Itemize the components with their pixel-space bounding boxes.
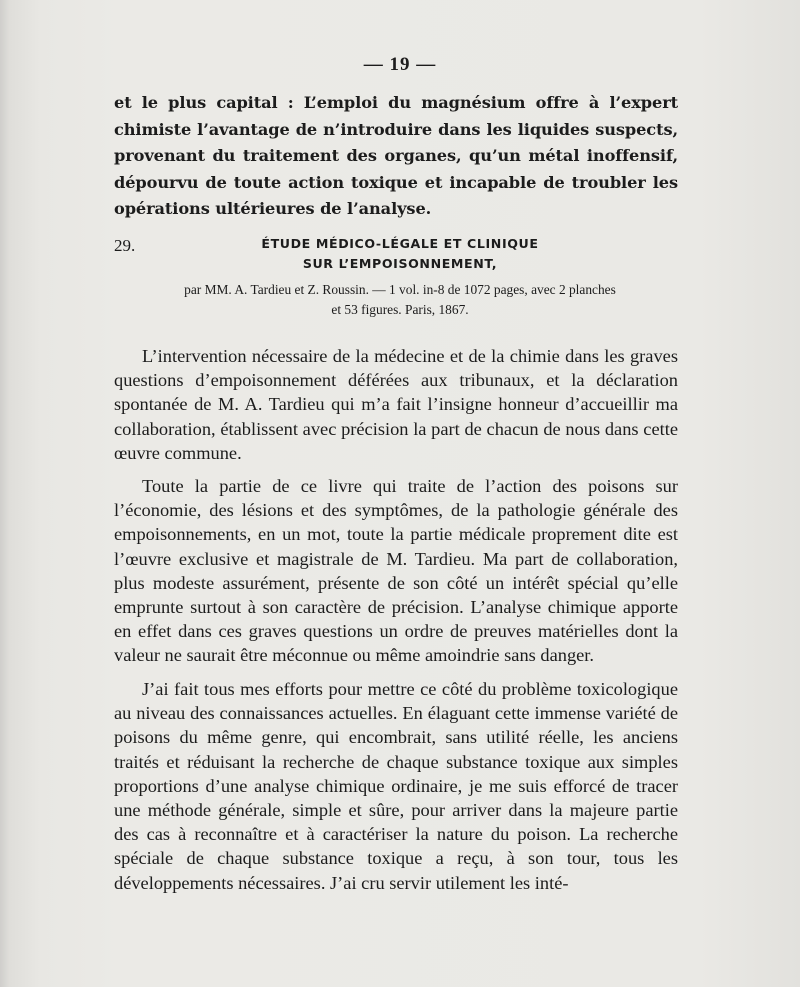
body-paragraph-2-text: Toute la partie de ce livre qui traite de l’action des poisons sur l’économie, des lésions et des symptômes, de la pathologie générale des empoisonnements, en un mot, toute la partie médicale proprement dite est l’œuvre exclusive et magistrale de M. Tardieu. Ma part de collaboration, plus modeste assurément, présente de son côté un intérêt spécial qu’elle emprunte surtout à son caractère de précision. L’analyse chimique apporte en effet dans ces graves questions un ordre de preuves matérielles dont la valeur ne saurait être méconnue ou même amoindrie sans danger. xyxy=(114,476,678,666)
entry-title-line-1: ÉTUDE MÉDICO-LÉGALE ET CLINIQUE xyxy=(261,236,539,251)
entry-number: 29. xyxy=(114,236,136,255)
entry-title-line-2: SUR L’EMPOISONNEMENT, xyxy=(302,256,498,271)
body-paragraph-2 xyxy=(114,474,678,668)
entry-authors-line-1: par MM. A. Tardieu et Z. Roussin. — 1 vol. in-8 de 1072 pages, avec 2 planches xyxy=(184,282,616,297)
body-paragraph-1 xyxy=(114,344,678,465)
page-number: — 19 — xyxy=(363,54,437,75)
body-paragraph-3 xyxy=(114,677,678,895)
intro-paragraph: et le plus capital : L’emploi du magnésium offre à l’expert chimiste l’avantage de n’introduire dans les liquides suspects, provenant du traitement des organes, qu’un métal inoffensif, dépourvu de toute action toxique et incapable de troubler les opérations ultérieures de l’analyse. xyxy=(114,93,678,218)
entry-title xyxy=(160,234,640,274)
entry-authors-line-2: et 53 figures. Paris, 1867. xyxy=(331,301,469,317)
body-paragraph-1-text: L’intervention nécessaire de la médecine et de la chimie dans les graves questions d’empoisonnement déférées aux tribunaux, et la déclaration spontanée de M. A. Tardieu qui m’a fait l’insigne honneur d’accueillir ma collaboration, établissent avec précision la part de chacun de nous dans cette œuvre commune. xyxy=(114,346,678,463)
body-paragraph-3-text: J’ai fait tous mes efforts pour mettre ce côté du problème toxicologique au niveau des connaissances actuelles. En élaguant cette immense variété de poisons du même genre, qui encombrait, sans utilité réelle, les anciens traités et réduisant la recherche de chaque substance toxique aux simples proportions d’une analyse chimique ordinaire, je me suis efforcé de tracer une méthode générale, simple et sûre, pour arriver dans la majeure partie des cas à reconnaître et à caractériser la nature du poison. La recherche spéciale de chaque substance toxique a reçu, à son tour, tous les développements nécessaires. J’ai cru servir utilement les inté- xyxy=(114,679,678,893)
entry-authors xyxy=(140,280,660,319)
page-left-edge xyxy=(0,0,10,987)
